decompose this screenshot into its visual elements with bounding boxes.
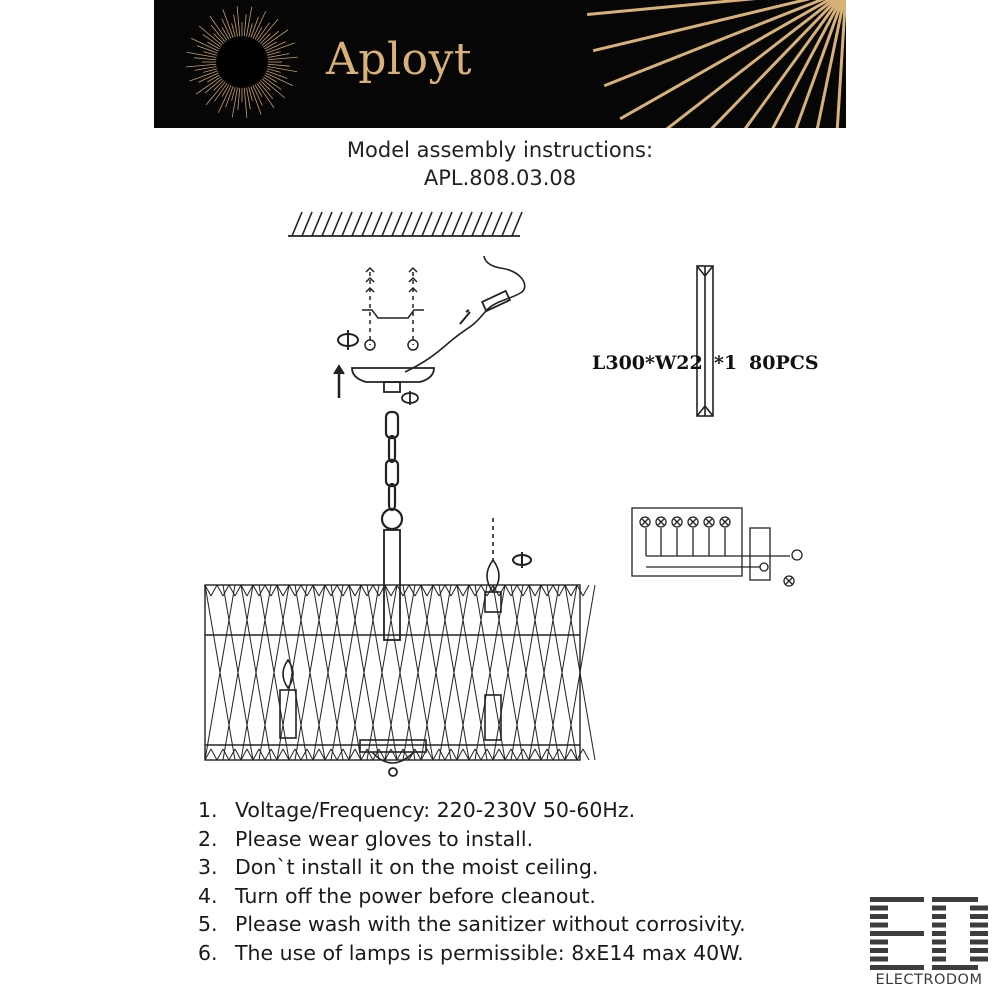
list-item: 1. Voltage/Frequency: 220-230V 50-60Hz.: [198, 798, 636, 822]
crystal-qty-label: *1: [714, 352, 738, 374]
list-item: 2. Please wear gloves to install.: [198, 826, 534, 851]
brand-logo-text: Aployt: [326, 34, 473, 85]
assembly-diagram: [0, 200, 1000, 800]
wall-anchors: [362, 268, 424, 350]
power-cable: [405, 256, 525, 372]
up-arrow-icon: [334, 366, 344, 398]
instruction-list: [198, 796, 746, 967]
list-item: 5. Please wash with the sanitizer without corrosivity.: [198, 912, 746, 936]
suspension-chain: [386, 412, 398, 510]
rotate-icon: [513, 552, 531, 568]
list-item: 6. The use of lamps is permissible: 8xE14 max 40W.: [198, 940, 744, 965]
brand-banner: [154, 0, 846, 128]
list-item: 3. Don`t install it on the moist ceiling.: [198, 855, 599, 879]
model-number: APL.808.03.08: [423, 166, 577, 190]
terminal-connector: [482, 291, 510, 311]
candle-bulb-right: [485, 518, 501, 740]
sunburst-decoration: [154, 0, 846, 128]
page-title: Model assembly instructions:: [346, 138, 654, 162]
wiring-diagram: [632, 508, 802, 586]
crystal-size-label: L300*W22: [592, 352, 703, 374]
crystal-rod-detail: [697, 266, 713, 416]
rotate-icon: [402, 391, 418, 405]
electrodom-wordmark: ELECTRODOM: [875, 972, 983, 988]
ceiling-canopy: [352, 368, 434, 382]
list-item: 4. Turn off the power before cleanout.: [198, 883, 596, 908]
rotate-icon: [338, 330, 358, 350]
crystal-count-label: 80PCS: [749, 352, 819, 374]
